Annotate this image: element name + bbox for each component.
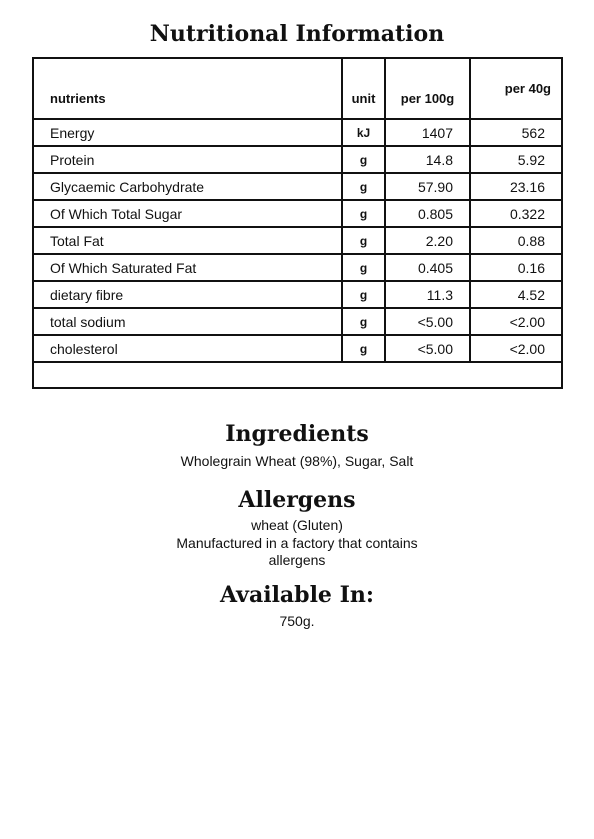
allergens-heading: Allergens <box>238 487 356 513</box>
ingredients-heading: Ingredients <box>225 421 369 447</box>
ingredients-text: Wholegrain Wheat (98%), Sugar, Salt <box>180 453 414 469</box>
value-per-100g: 57.90 <box>385 173 470 200</box>
table-row <box>33 119 562 146</box>
nutrient-unit: g <box>342 254 385 281</box>
value-per-40g: 0.88 <box>470 227 562 254</box>
nutrient-unit: g <box>342 308 385 335</box>
table-header-row <box>33 58 562 119</box>
nutrient-name: Glycaemic Carbohydrate <box>33 173 342 200</box>
value-per-40g: 5.92 <box>470 146 562 173</box>
nutrient-name: Of Which Total Sugar <box>33 200 342 227</box>
value-per-100g: <5.00 <box>385 335 470 362</box>
allergens-line: allergens <box>268 552 326 568</box>
table-blank-row <box>33 362 562 388</box>
nutrient-name: total sodium <box>33 308 342 335</box>
allergens-line: wheat (Gluten) <box>251 517 343 533</box>
blank-cell <box>33 362 562 388</box>
nutrient-unit: g <box>342 146 385 173</box>
nutrient-unit: g <box>342 281 385 308</box>
nutrient-name: Total Fat <box>33 227 342 254</box>
table-row <box>33 146 562 173</box>
available-in-text: 750g. <box>279 613 315 629</box>
table-row <box>33 308 562 335</box>
value-per-40g: 0.16 <box>470 254 562 281</box>
value-per-100g: 14.8 <box>385 146 470 173</box>
table-row <box>33 254 562 281</box>
value-per-40g: 23.16 <box>470 173 562 200</box>
value-per-100g: 2.20 <box>385 227 470 254</box>
value-per-40g: 4.52 <box>470 281 562 308</box>
header-unit: unit <box>342 58 385 119</box>
available-in-heading: Available In: <box>220 582 374 608</box>
value-per-40g: <2.00 <box>470 335 562 362</box>
nutrient-unit: g <box>342 200 385 227</box>
nutrient-name: Energy <box>33 119 342 146</box>
value-per-40g: 0.322 <box>470 200 562 227</box>
header-per-100g: per 100g <box>385 58 470 119</box>
nutrient-name: Protein <box>33 146 342 173</box>
value-per-40g: <2.00 <box>470 308 562 335</box>
nutrient-name: Of Which Saturated Fat <box>33 254 342 281</box>
nutrient-name: cholesterol <box>33 335 342 362</box>
value-per-100g: <5.00 <box>385 308 470 335</box>
table-row <box>33 281 562 308</box>
header-nutrients: nutrients <box>50 91 106 106</box>
nutrient-unit: kJ <box>342 119 385 146</box>
value-per-100g: 1407 <box>385 119 470 146</box>
nutrient-unit: g <box>342 335 385 362</box>
nutrient-unit: g <box>342 227 385 254</box>
value-per-100g: 11.3 <box>385 281 470 308</box>
nutrition-table <box>32 57 563 389</box>
value-per-100g: 0.805 <box>385 200 470 227</box>
table-row <box>33 227 562 254</box>
table-row <box>33 200 562 227</box>
value-per-40g: 562 <box>470 119 562 146</box>
value-per-100g: 0.405 <box>385 254 470 281</box>
allergens-line: Manufactured in a factory that contains <box>176 535 418 551</box>
nutrient-unit: g <box>342 173 385 200</box>
table-row <box>33 335 562 362</box>
table-row <box>33 173 562 200</box>
header-per-40g: per 40g <box>470 58 562 119</box>
nutrient-name: dietary fibre <box>33 281 342 308</box>
page-title: Nutritional Information <box>149 21 445 47</box>
